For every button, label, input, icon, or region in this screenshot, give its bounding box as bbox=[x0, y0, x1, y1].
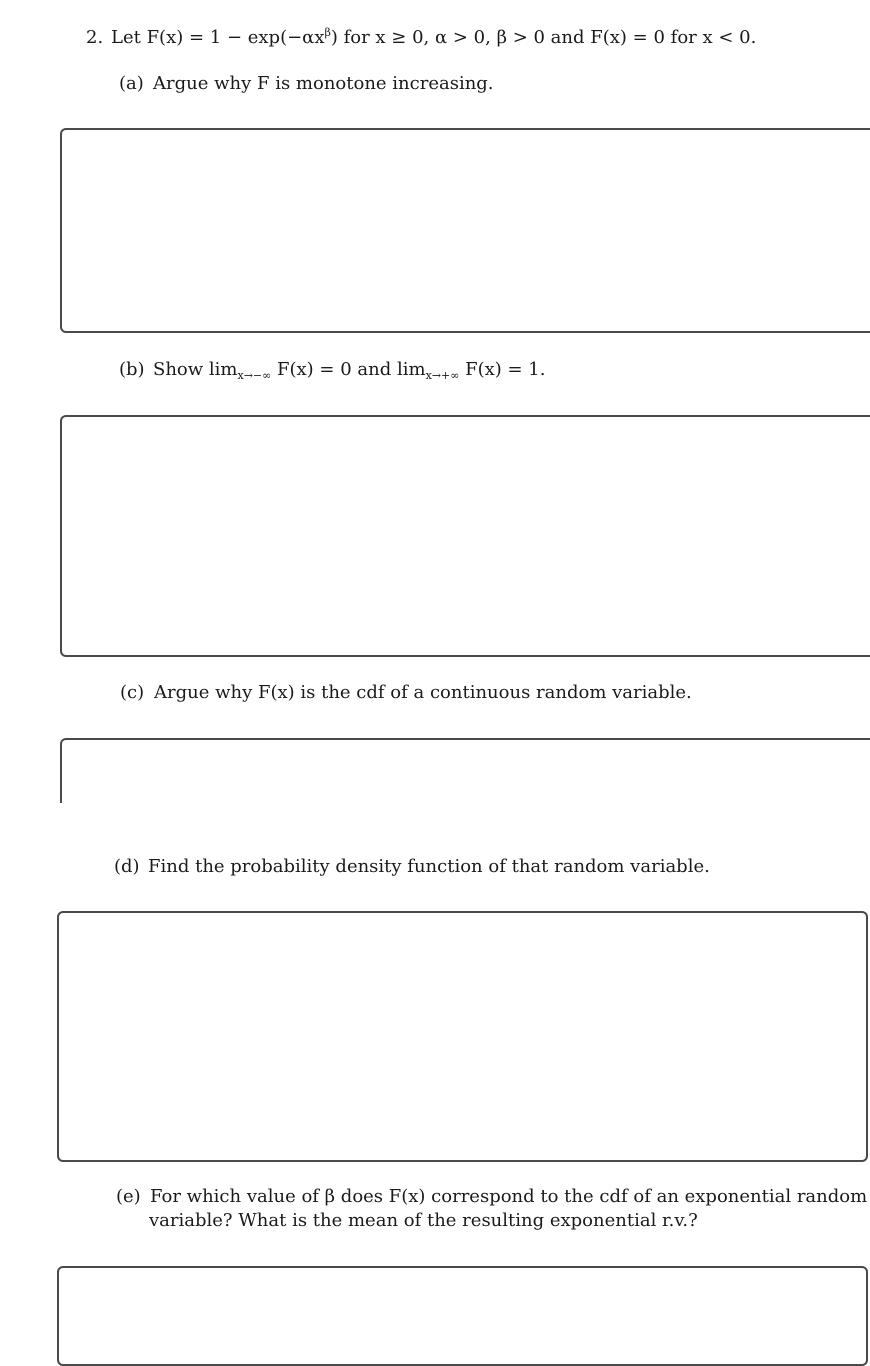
part-d-label: (d) bbox=[114, 856, 140, 877]
part-a-prompt: (a) Argue why F is monotone increasing. bbox=[119, 73, 494, 94]
question-number: 2. bbox=[86, 27, 104, 48]
part-d-prompt: (d) Find the probability density function of that random variable. bbox=[114, 856, 710, 877]
part-e-prompt-line2: variable? What is the mean of the resulting exponential r.v.? bbox=[149, 1210, 698, 1231]
part-b-prompt: (b) Show $\lim_{x\to-\infty} F(x) = 0$ and $\lim_{x\to+\infty} F(x) = 1$. bbox=[119, 359, 546, 382]
question-stem: Let $F(x) = 1 - \exp(-\alpha x^\beta)$ for x ≥ 0, α > 0, β > 0 and F(x) = 0 for x < 0. bbox=[111, 26, 757, 48]
part-c-label: (c) bbox=[120, 682, 145, 703]
part-c-prompt: (c) Argue why F(x) is the cdf of a continuous random variable. bbox=[120, 682, 692, 703]
answer-box-b[interactable] bbox=[60, 415, 870, 657]
answer-box-d[interactable] bbox=[57, 911, 868, 1162]
part-e-label: (e) bbox=[116, 1186, 141, 1207]
answer-box-c-left-edge bbox=[60, 745, 62, 803]
answer-box-a[interactable] bbox=[60, 128, 870, 333]
page-break-mask bbox=[50, 803, 870, 863]
part-a-label: (a) bbox=[119, 73, 144, 94]
answer-box-e[interactable] bbox=[57, 1266, 868, 1366]
part-b-label: (b) bbox=[119, 359, 145, 380]
part-e-prompt-line1: (e) For which value of β does F(x) correspond to the cdf of an exponential random bbox=[116, 1186, 868, 1207]
